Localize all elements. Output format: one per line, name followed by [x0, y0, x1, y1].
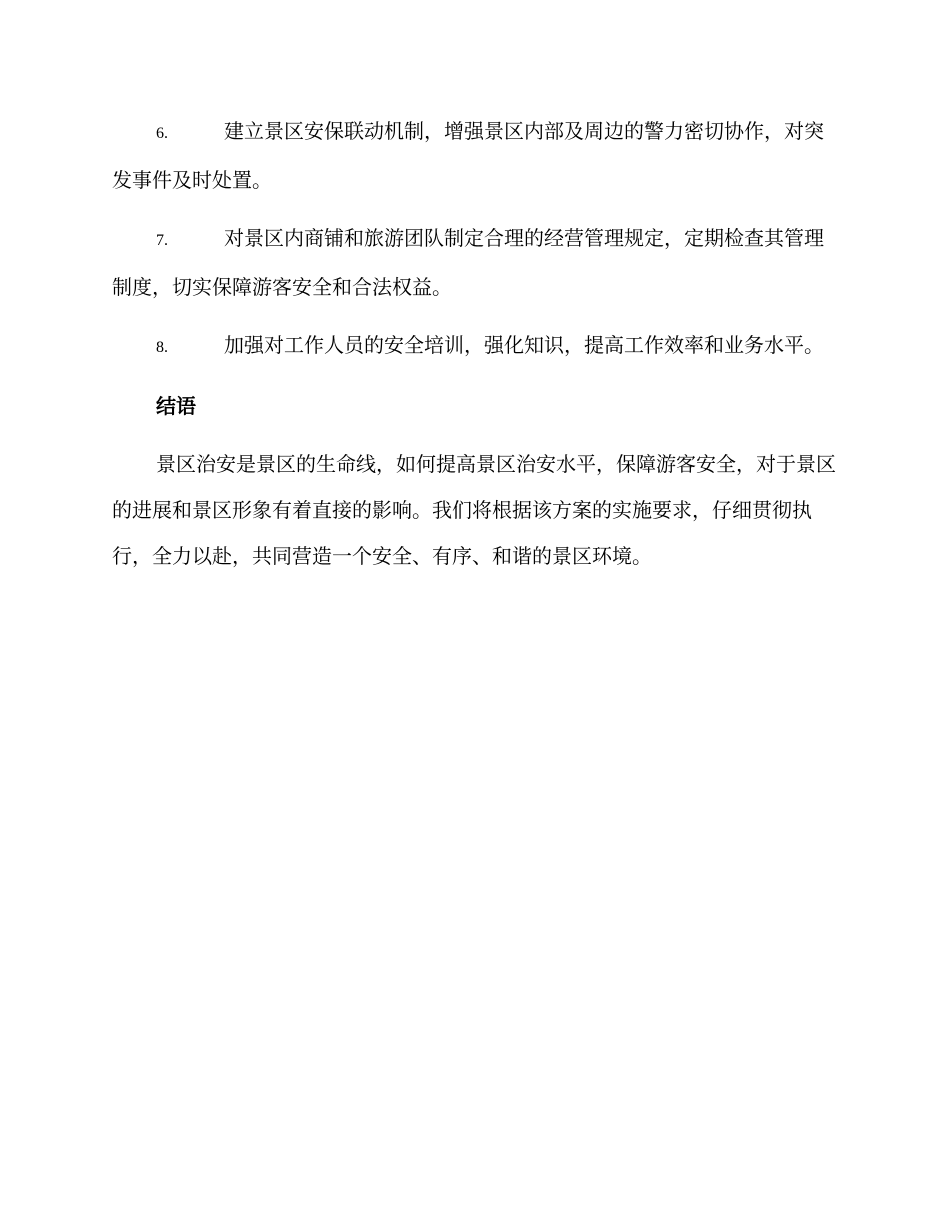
list-item-number: 7. — [156, 232, 168, 249]
list-item-8 — [112, 322, 838, 371]
list-item-number: 6. — [156, 125, 168, 142]
conclusion-heading: 结语 — [156, 394, 196, 418]
list-item-6 — [112, 108, 838, 203]
list-item-text: 对景区内商铺和旅游团队制定合理的经营管理规定，定期检查其管理制度，切实保障游客安全和合法权益。 — [112, 226, 824, 299]
list-item-text: 建立景区安保联动机制，增强景区内部及周边的警力密切协作，对突发事件及时处置。 — [112, 119, 824, 192]
list-item-7 — [112, 215, 838, 310]
document-body — [112, 108, 838, 579]
list-item-text: 加强对工作人员的安全培训，强化知识，提高工作效率和业务水平。 — [224, 333, 824, 357]
conclusion-paragraph: 景区治安是景区的生命线，如何提高景区治安水平，保障游客安全，对于景区的进展和景区形象有着直接的影响。我们将根据该方案的实施要求，仔细贯彻执行，全力以赴，共同营造一个安全、有序、和谐的景区环境。 — [112, 452, 836, 568]
list-item-number: 8. — [156, 339, 168, 356]
